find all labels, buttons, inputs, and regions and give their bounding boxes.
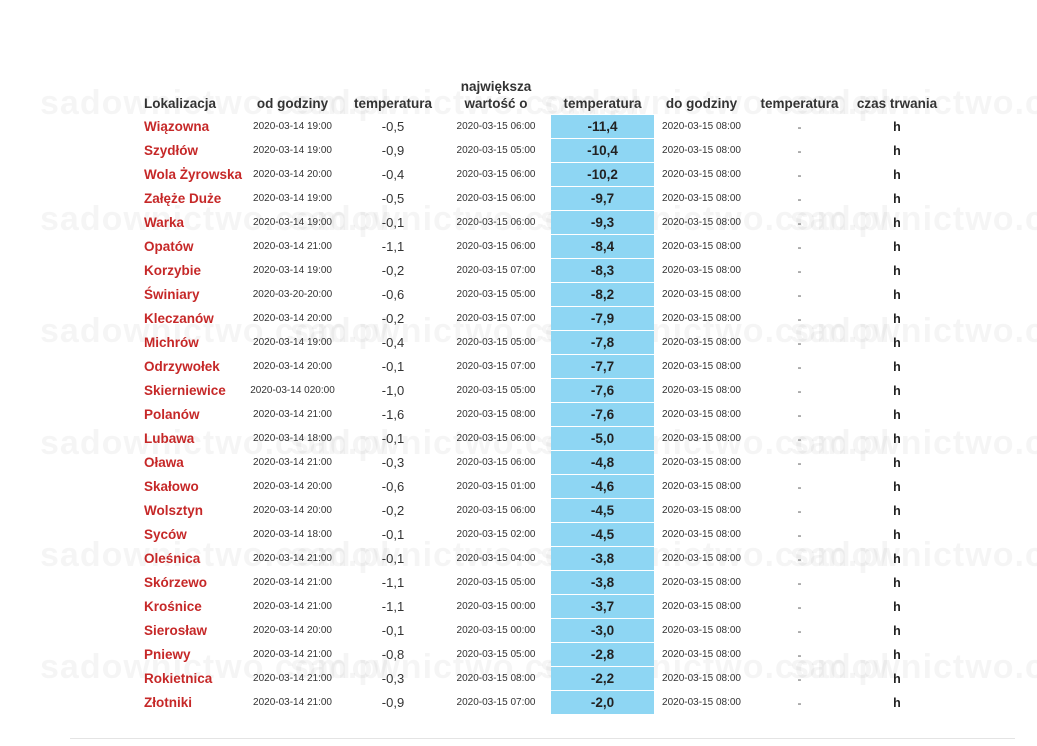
location-link[interactable]: Warka [144, 215, 185, 230]
to-time: 2020-03-15 08:00 [662, 313, 741, 324]
min-temperature: -4,5 [551, 523, 654, 547]
location-link[interactable]: Złotniki [144, 695, 192, 710]
table-row [136, 475, 944, 499]
location-link[interactable]: Syców [144, 527, 187, 542]
to-time: 2020-03-15 08:00 [662, 553, 741, 564]
to-time: 2020-03-15 08:00 [662, 289, 741, 300]
from-time: 2020-03-14 21:00 [253, 409, 332, 420]
to-time: 2020-03-15 08:00 [662, 457, 741, 468]
to-time: 2020-03-15 08:00 [662, 577, 741, 588]
end-temperature: - [797, 527, 802, 542]
table-row [136, 307, 944, 331]
start-temperature: -0,8 [381, 647, 405, 662]
end-temperature: - [797, 575, 802, 590]
table-row [136, 235, 944, 259]
end-temperature: - [797, 407, 802, 422]
to-time: 2020-03-15 08:00 [662, 433, 741, 444]
peak-time: 2020-03-15 06:00 [456, 121, 536, 133]
to-time: 2020-03-15 08:00 [662, 361, 741, 372]
start-temperature: -1,0 [381, 383, 405, 398]
to-time: 2020-03-15 08:00 [662, 265, 741, 276]
to-time: 2020-03-15 08:00 [662, 193, 741, 204]
from-time: 2020-03-14 20:00 [253, 169, 332, 180]
location-link[interactable]: Korzybie [144, 263, 202, 278]
table-row [136, 163, 944, 187]
start-temperature: -0,9 [381, 143, 405, 158]
location-link[interactable]: Skórzewo [144, 575, 208, 590]
location-link[interactable]: Pniewy [144, 647, 191, 662]
header-temp-start: temperatura [353, 96, 433, 111]
min-temperature: -5,0 [551, 427, 654, 451]
to-time: 2020-03-15 08:00 [662, 481, 741, 492]
table-row [136, 259, 944, 283]
duration: h [893, 551, 901, 566]
start-temperature: -0,3 [381, 671, 405, 686]
location-link[interactable]: Krośnice [144, 599, 202, 614]
footer-divider [70, 738, 1015, 739]
duration: h [893, 287, 901, 302]
peak-time: 2020-03-15 05:00 [456, 289, 536, 300]
from-time: 2020-03-14 21:00 [253, 457, 332, 468]
min-temperature: -2,8 [551, 643, 654, 667]
from-time: 2020-03-14 21:00 [253, 697, 332, 708]
peak-time: 2020-03-15 05:00 [456, 649, 536, 660]
to-time: 2020-03-15 08:00 [662, 385, 741, 396]
end-temperature: - [797, 479, 802, 494]
from-time: 2020-03-14 20:00 [253, 505, 332, 516]
start-temperature: -1,1 [381, 599, 405, 614]
end-temperature: - [797, 359, 802, 374]
table-row [136, 139, 944, 163]
location-link[interactable]: Oława [144, 455, 184, 470]
end-temperature: - [797, 215, 802, 230]
location-link[interactable]: Świniary [144, 287, 200, 302]
frost-table [136, 72, 944, 715]
min-temperature: -9,3 [551, 211, 654, 235]
min-temperature: -3,8 [551, 571, 654, 595]
min-temperature: -8,4 [551, 235, 654, 259]
min-temperature: -2,0 [551, 691, 654, 715]
from-time: 2020-03-14 20:00 [253, 361, 332, 372]
duration: h [893, 503, 901, 518]
from-time: 2020-03-14 21:00 [253, 601, 332, 612]
start-temperature: -0,3 [381, 455, 405, 470]
location-link[interactable]: Wola Żyrowska [144, 167, 243, 182]
table-row [136, 211, 944, 235]
start-temperature: -0,6 [381, 287, 405, 302]
peak-time: 2020-03-15 05:00 [456, 145, 536, 156]
min-temperature: -3,8 [551, 547, 654, 571]
to-time: 2020-03-15 08:00 [662, 625, 741, 636]
duration: h [893, 191, 901, 206]
duration: h [893, 383, 901, 398]
start-temperature: -0,2 [381, 311, 405, 326]
min-temperature: -7,9 [551, 307, 654, 331]
duration: h [893, 167, 901, 182]
table-row [136, 691, 944, 715]
end-temperature: - [797, 383, 802, 398]
to-time: 2020-03-15 08:00 [662, 169, 741, 180]
start-temperature: -0,4 [381, 335, 405, 350]
start-temperature: -0,5 [381, 119, 405, 135]
from-time: 2020-03-14 21:00 [253, 673, 332, 684]
from-time: 2020-03-14 21:00 [253, 553, 332, 564]
min-temperature: -11,4 [551, 115, 654, 139]
from-time: 2020-03-14 21:00 [253, 241, 332, 252]
from-time: 2020-03-14 20:00 [253, 313, 332, 324]
min-temperature: -2,2 [551, 667, 654, 691]
min-temperature: -4,6 [551, 475, 654, 499]
end-temperature: - [797, 167, 802, 182]
table-row [136, 595, 944, 619]
table-row [136, 379, 944, 403]
end-temperature: - [797, 671, 802, 686]
from-time: 2020-03-14 20:00 [253, 625, 332, 636]
min-temperature: -7,6 [551, 379, 654, 403]
min-temperature: -7,8 [551, 331, 654, 355]
start-temperature: -0,6 [381, 479, 405, 494]
duration: h [893, 431, 901, 446]
start-temperature: -1,6 [381, 407, 405, 422]
to-time: 2020-03-15 08:00 [662, 697, 741, 708]
location-link[interactable]: Wolsztyn [144, 503, 204, 518]
duration: h [893, 359, 901, 374]
start-temperature: -0,1 [381, 527, 405, 542]
duration: h [893, 215, 901, 230]
peak-time: 2020-03-15 07:00 [456, 313, 536, 324]
table-row [136, 283, 944, 307]
table-row [136, 619, 944, 643]
from-time: 2020-03-14 19:00 [253, 121, 332, 133]
end-temperature: - [797, 287, 802, 302]
header-to: do godziny [665, 96, 738, 111]
table-row [136, 667, 944, 691]
peak-time: 2020-03-15 08:00 [456, 409, 536, 420]
end-temperature: - [797, 431, 802, 446]
min-temperature: -7,6 [551, 403, 654, 427]
duration: h [893, 647, 901, 662]
min-temperature: -7,7 [551, 355, 654, 379]
to-time: 2020-03-15 08:00 [662, 217, 741, 228]
location-link[interactable]: Opatów [144, 239, 194, 254]
min-temperature: -10,2 [551, 163, 654, 187]
duration: h [893, 455, 901, 470]
start-temperature: -0,4 [381, 167, 405, 182]
from-time: 2020-03-14 21:00 [253, 649, 332, 660]
header-temp-end: temperatura [760, 96, 839, 111]
start-temperature: -0,2 [381, 263, 405, 278]
location-link[interactable]: Szydłów [144, 143, 199, 158]
peak-time: 2020-03-15 00:00 [456, 625, 536, 636]
from-time: 2020-03-14 18:00 [253, 433, 332, 444]
duration: h [893, 143, 901, 158]
min-temperature: -3,0 [551, 619, 654, 643]
peak-time: 2020-03-15 06:00 [456, 433, 536, 444]
duration: h [893, 119, 901, 134]
end-temperature: - [797, 263, 802, 278]
min-temperature: -8,2 [551, 283, 654, 307]
start-temperature: -0,2 [381, 503, 405, 518]
peak-time: 2020-03-15 06:00 [456, 505, 536, 516]
to-time: 2020-03-15 08:00 [662, 529, 741, 540]
to-time: 2020-03-15 08:00 [662, 337, 741, 348]
peak-time: 2020-03-15 06:00 [456, 241, 536, 252]
end-temperature: - [797, 695, 802, 710]
start-temperature: -0,1 [381, 359, 405, 374]
table-row [136, 571, 944, 595]
from-time: 2020-03-20-20:00 [252, 289, 333, 300]
from-time: 2020-03-14 20:00 [253, 481, 332, 492]
end-temperature: - [797, 335, 802, 350]
location-link[interactable]: Sierosław [144, 623, 208, 638]
min-temperature: -9,7 [551, 187, 654, 211]
peak-time: 2020-03-15 00:00 [456, 601, 536, 612]
location-link[interactable]: Wiązowna [144, 119, 210, 135]
peak-time: 2020-03-15 07:00 [456, 697, 536, 708]
header-peak-time [441, 72, 551, 115]
table-row [136, 187, 944, 211]
peak-time: 2020-03-15 05:00 [456, 337, 536, 348]
location-link[interactable]: Rokietnica [144, 671, 213, 686]
header-duration: czas trwania [856, 96, 938, 111]
header-temp-min: temperatura [563, 96, 642, 111]
header-peak-line2: wartość o [464, 96, 528, 111]
min-temperature: -8,3 [551, 259, 654, 283]
min-temperature: -3,7 [551, 595, 654, 619]
table-row [136, 547, 944, 571]
end-temperature: - [797, 551, 802, 566]
from-time: 2020-03-14 21:00 [253, 577, 332, 588]
end-temperature: - [797, 455, 802, 470]
table-row [136, 355, 944, 379]
start-temperature: -0,1 [381, 551, 405, 566]
peak-time: 2020-03-15 07:00 [456, 361, 536, 372]
end-temperature: - [797, 311, 802, 326]
table-row [136, 115, 944, 139]
end-temperature: - [797, 119, 802, 134]
peak-time: 2020-03-15 07:00 [456, 265, 536, 276]
duration: h [893, 479, 901, 494]
peak-time: 2020-03-15 01:00 [456, 481, 536, 492]
location-link[interactable]: Polanów [144, 407, 200, 422]
from-time: 2020-03-14 18:00 [253, 529, 332, 540]
end-temperature: - [797, 143, 802, 158]
peak-time: 2020-03-15 06:00 [456, 217, 536, 228]
from-time: 2020-03-14 020:00 [250, 385, 335, 396]
peak-time: 2020-03-15 06:00 [456, 169, 536, 180]
start-temperature: -0,1 [381, 623, 405, 638]
location-link[interactable]: Skałowo [144, 479, 199, 494]
duration: h [893, 599, 901, 614]
peak-time: 2020-03-15 04:00 [456, 553, 536, 564]
table-row [136, 499, 944, 523]
peak-time: 2020-03-15 06:00 [456, 457, 536, 468]
table-row [136, 403, 944, 427]
location-link[interactable]: Odrzywołek [144, 359, 220, 374]
peak-time: 2020-03-15 05:00 [456, 577, 536, 588]
start-temperature: -1,1 [381, 575, 405, 590]
table-row [136, 331, 944, 355]
peak-time: 2020-03-15 08:00 [456, 673, 536, 684]
table-header-row [136, 72, 944, 115]
from-time: 2020-03-14 19:00 [253, 217, 332, 228]
to-time: 2020-03-15 08:00 [662, 601, 741, 612]
end-temperature: - [797, 599, 802, 614]
header-peak-line1: największa [460, 79, 532, 94]
location-link[interactable]: Oleśnica [144, 551, 201, 566]
start-temperature: -0,1 [381, 215, 405, 230]
duration: h [893, 407, 901, 422]
duration: h [893, 671, 901, 686]
from-time: 2020-03-14 19:00 [253, 145, 332, 156]
peak-time: 2020-03-15 02:00 [456, 529, 536, 540]
to-time: 2020-03-15 08:00 [662, 121, 741, 133]
to-time: 2020-03-15 08:00 [662, 673, 741, 684]
min-temperature: -4,5 [551, 499, 654, 523]
duration: h [893, 311, 901, 326]
duration: h [893, 263, 901, 278]
duration: h [893, 527, 901, 542]
end-temperature: - [797, 503, 802, 518]
location-link[interactable]: Załęże Duże [144, 191, 222, 206]
location-link[interactable]: Michrów [144, 335, 199, 350]
table-row [136, 523, 944, 547]
end-temperature: - [797, 623, 802, 638]
location-link[interactable]: Kleczanów [144, 311, 214, 326]
to-time: 2020-03-15 08:00 [662, 649, 741, 660]
table-row [136, 451, 944, 475]
from-time: 2020-03-14 19:00 [253, 337, 332, 348]
to-time: 2020-03-15 08:00 [662, 409, 741, 420]
to-time: 2020-03-15 08:00 [662, 145, 741, 156]
end-temperature: - [797, 647, 802, 662]
min-temperature: -10,4 [551, 139, 654, 163]
start-temperature: -1,1 [381, 239, 405, 254]
duration: h [893, 623, 901, 638]
peak-time: 2020-03-15 05:00 [456, 385, 536, 396]
end-temperature: - [797, 239, 802, 254]
end-temperature: - [797, 191, 802, 206]
from-time: 2020-03-14 19:00 [253, 265, 332, 276]
table-row [136, 643, 944, 667]
duration: h [893, 335, 901, 350]
min-temperature: -4,8 [551, 451, 654, 475]
location-link[interactable]: Lubawa [144, 431, 195, 446]
location-link[interactable]: Skierniewice [144, 383, 226, 398]
header-from: od godziny [256, 96, 329, 111]
to-time: 2020-03-15 08:00 [662, 505, 741, 516]
start-temperature: -0,5 [381, 191, 405, 206]
duration: h [893, 239, 901, 254]
duration: h [893, 695, 901, 710]
peak-time: 2020-03-15 06:00 [456, 193, 536, 204]
start-temperature: -0,1 [381, 431, 405, 446]
start-temperature: -0,9 [381, 695, 405, 710]
from-time: 2020-03-14 19:00 [253, 193, 332, 204]
table-row [136, 427, 944, 451]
to-time: 2020-03-15 08:00 [662, 241, 741, 252]
header-location: Lokalizacja [144, 96, 217, 111]
duration: h [893, 575, 901, 590]
